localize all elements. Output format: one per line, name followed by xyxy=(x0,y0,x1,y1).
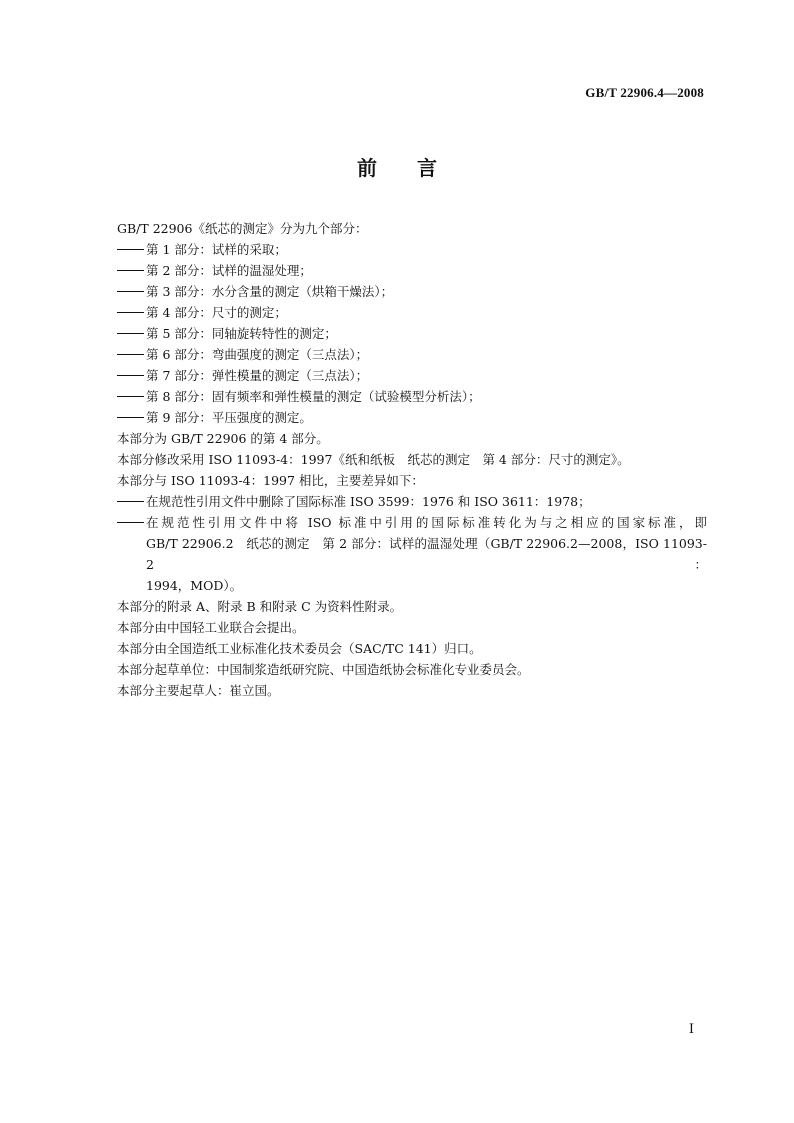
standard-code: GB/T 22906.4—2008 xyxy=(585,85,704,100)
annexes-paragraph: 本部分的附录 A、附录 B 和附录 C 为资料性附录。 xyxy=(117,599,403,614)
drafters-paragraph: 本部分主要起草人：崔立国。 xyxy=(117,683,280,698)
part-list-item: 第 5 部分：同轴旋转特性的测定； xyxy=(117,323,707,344)
dash-mark xyxy=(117,512,146,596)
difference-line: 1994，MOD）。 xyxy=(146,578,243,593)
part-list-item: 第 9 部分：平压强度的测定。 xyxy=(117,407,707,428)
dash-mark xyxy=(117,302,146,323)
dash-mark xyxy=(117,260,146,281)
difference-line: 在规范性引用文件中将 ISO 标准中引用的国际标准转化为与之相应的国家标准，即 xyxy=(146,515,707,530)
difference-line: GB/T 22906.2 纸芯的测定 第 2 部分：试样的温湿处理（GB/T 22906.2—2008，ISO 11093-2： xyxy=(146,536,707,572)
differences-intro-paragraph: 本部分与 ISO 11093-4：1997 相比，主要差异如下： xyxy=(117,473,424,488)
dash-mark xyxy=(117,365,146,386)
part-list-item: 第 1 部分：试样的采取； xyxy=(117,239,707,260)
foreword-body xyxy=(117,218,707,701)
part-list-item: 第 3 部分：水分含量的测定（烘箱干燥法）； xyxy=(117,281,707,302)
difference-list-item xyxy=(117,512,707,596)
part-list-item: 第 2 部分：试样的温湿处理； xyxy=(117,260,707,281)
part-list-item: 第 6 部分：弯曲强度的测定（三点法）； xyxy=(117,344,707,365)
this-part-paragraph: 本部分为 GB/T 22906 的第 4 部分。 xyxy=(117,431,329,446)
proposed-by-paragraph: 本部分由中国轻工业联合会提出。 xyxy=(117,620,305,635)
part-list-item: 第 4 部分：尺寸的测定； xyxy=(117,302,707,323)
dash-mark xyxy=(117,239,146,260)
dash-mark xyxy=(117,281,146,302)
page-number: I xyxy=(688,1022,694,1037)
part-list-item: 第 8 部分：固有频率和弹性模量的测定（试验模型分析法）； xyxy=(117,386,707,407)
difference-list-item: 在规范性引用文件中删除了国际标准 ISO 3599：1976 和 ISO 3611：1978； xyxy=(117,491,707,512)
centralized-by-paragraph: 本部分由全国造纸工业标准化技术委员会（SAC/TC 141）归口。 xyxy=(117,641,482,656)
dash-mark xyxy=(117,407,146,428)
intro-paragraph: GB/T 22906《纸芯的测定》分为九个部分： xyxy=(117,221,368,236)
dash-mark xyxy=(117,386,146,407)
dash-mark xyxy=(117,344,146,365)
adoption-paragraph: 本部分修改采用 ISO 11093-4：1997《纸和纸板 纸芯的测定 第 4 部分：尺寸的测定》。 xyxy=(117,452,630,467)
part-list-item: 第 7 部分：弹性模量的测定（三点法）； xyxy=(117,365,707,386)
drafting-units-paragraph: 本部分起草单位：中国制浆造纸研究院、中国造纸协会标准化专业委员会。 xyxy=(117,662,530,677)
dash-mark xyxy=(117,491,146,512)
page-title: 前言 xyxy=(357,156,477,180)
dash-mark xyxy=(117,323,146,344)
